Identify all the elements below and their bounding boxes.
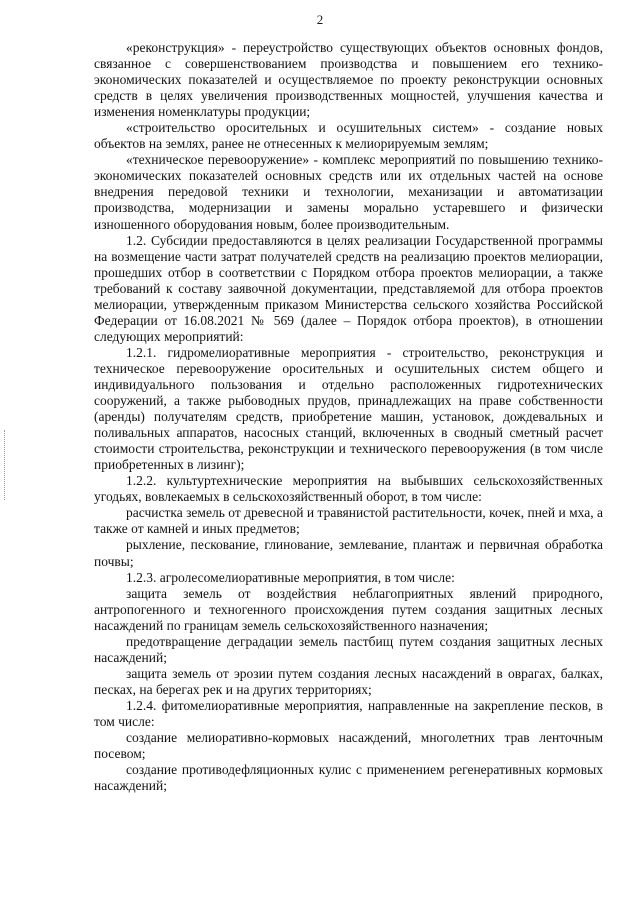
paragraph-definition-construction: «строительство оросительных и осушительных систем» - создание новых объектов на землях, ранее не отнесенных к мелиорируемым землям; <box>94 120 603 152</box>
document-body <box>94 40 603 794</box>
paragraph-definition-reequipment: «техническое перевооружение» - комплекс мероприятий по повышению технико-экономических показателей основных средств или их отдельных частей на основе внедрения передовой техники и технологии, механизации и автоматизации производства, модернизации и замены морально устаревшего и физически изношенного оборудования новым, более производительным. <box>94 152 603 232</box>
paragraph-section-1-2-1: 1.2.1. гидромелиоративные мероприятия - строительство, реконструкция и техническое перевооружение оросительных и осушительных систем общего и индивидуального пользования и отдельно расположенных гидротехнических сооружений, а также рыбоводных прудов, принадлежащих на праве собственности (аренды) получателям средств, приобретение машин, установок, дождевальных и поливальных аппаратов, насосных станций, включенных в сводный сметный расчет стоимости строительства, реконструкции и технического перевооружения (в том числе приобретенных в лизинг); <box>94 344 603 473</box>
paragraph-section-1-2-2: 1.2.2. культуртехнические мероприятия на выбывших сельскохозяйственных угодьях, вовлекаемых в сельскохозяйственный оборот, в том числе: <box>94 473 603 505</box>
page-number: 2 <box>316 12 324 27</box>
paragraph-section-1-2: 1.2. Субсидии предоставляются в целях реализации Государственной программы на возмещение части затрат получателей средств на реализацию проектов мелиорации, прошедших отбор в соответствии с Порядком отбора проектов мелиорации, а также требований к составу заявочной документации, представляемой для отбора проектов мелиорации, утвержденным приказом Министерства сельского хозяйства Российской Федерации от 16.08.2021 № 569 (далее – Порядок отбора проектов), в отношении следующих мероприятий: <box>94 232 603 344</box>
paragraph-clearing: расчистка земель от древесной и травянистой растительности, кочек, пней и мха, а также от камней и иных предметов; <box>94 505 603 537</box>
paragraph-loosening: рыхление, пескование, глинование, землевание, плантаж и первичная обработка почвы; <box>94 537 603 569</box>
paragraph-forage-plantings: создание мелиоративно-кормовых насаждений, многолетних трав ленточным посевом; <box>94 730 603 762</box>
scan-edge-mark <box>4 430 6 500</box>
paragraph-definition-reconstruction: «реконструкция» - переустройство существующих объектов основных фондов, связанное с совершенствованием производства и повышением его технико-экономических показателей и осуществляемое по проекту реконструкции основных средств в целях увеличения производственных мощностей, улучшения качества и изменения номенклатуры продукции; <box>94 40 603 120</box>
paragraph-section-1-2-4: 1.2.4. фитомелиоративные мероприятия, направленные на закрепление песков, в том числе: <box>94 697 603 729</box>
paragraph-pasture-degradation: предотвращение деградации земель пастбищ путем создания защитных лесных насаждений; <box>94 633 603 665</box>
paragraph-land-protection: защита земель от воздействия неблагоприятных явлений природного, антропогенного и техногенного происхождения путем создания защитных лесных насаждений по границам земель сельскохозяйственного назначения; <box>94 585 603 633</box>
paragraph-antideflation-curtains: создание противодефляционных кулис с применением регенеративных кормовых насаждений; <box>94 762 603 794</box>
paragraph-section-1-2-3: 1.2.3. агролесомелиоративные мероприятия, в том числе: <box>126 569 455 585</box>
paragraph-erosion-protection: защита земель от эрозии путем создания лесных насаждений в оврагах, балках, песках, на берегах рек и на других территориях; <box>94 665 603 697</box>
